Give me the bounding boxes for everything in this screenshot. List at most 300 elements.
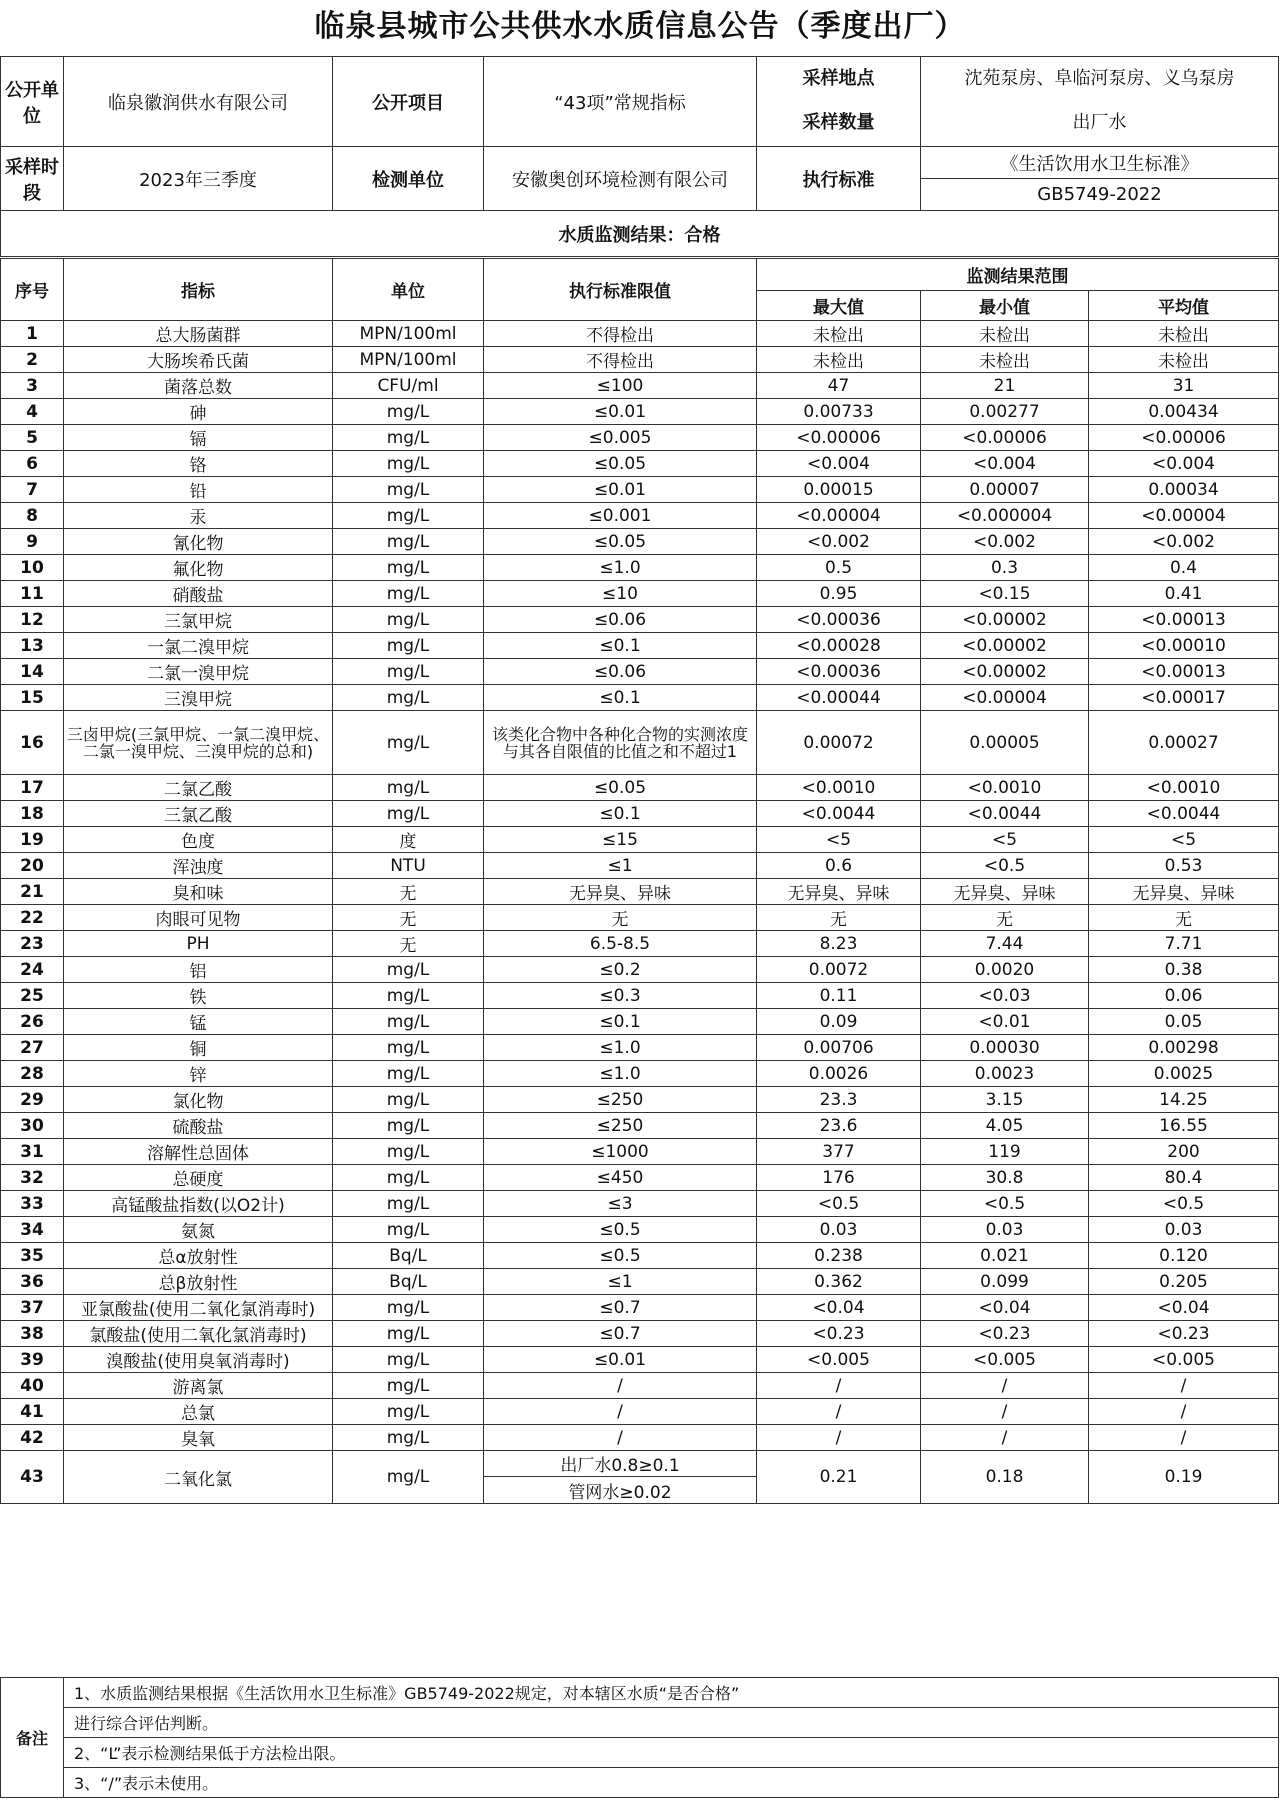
row-min: <0.00002 xyxy=(921,607,1089,633)
row-min: <0.03 xyxy=(921,983,1089,1009)
row-unit: mg/L xyxy=(333,581,484,607)
table-row xyxy=(1,633,1279,659)
row-limit-network: 管网水≥0.02 xyxy=(484,1477,757,1504)
row-no: 27 xyxy=(1,1035,64,1061)
table-row xyxy=(1,801,1279,827)
row-limit: ≤0.01 xyxy=(484,477,757,503)
row-unit: Bq/L xyxy=(333,1243,484,1269)
table-row xyxy=(1,1061,1279,1087)
row-min: 4.05 xyxy=(921,1113,1089,1139)
page-title: 临泉县城市公共供水水质信息公告（季度出厂） xyxy=(314,9,966,44)
row-indicator: 菌落总数 xyxy=(64,373,333,399)
header-indicator: 指标 xyxy=(64,259,333,321)
row-indicator: 高锰酸盐指数(以O2计) xyxy=(64,1191,333,1217)
note-line-1: 1、水质监测结果根据《生活饮用水卫生标准》GB5749-2022规定，对本辖区水质“是否合格” xyxy=(64,1678,1279,1708)
row-max: <0.00028 xyxy=(757,633,921,659)
row-unit: mg/L xyxy=(333,633,484,659)
row-unit: NTU xyxy=(333,853,484,879)
row-max: 0.95 xyxy=(757,581,921,607)
row-no: 36 xyxy=(1,1269,64,1295)
row-unit: mg/L xyxy=(333,1373,484,1399)
row-avg: 0.4 xyxy=(1089,555,1279,581)
table-row xyxy=(1,425,1279,451)
row-limit: ≤0.01 xyxy=(484,1347,757,1373)
row-indicator: 溶解性总固体 xyxy=(64,1139,333,1165)
row-unit: mg/L xyxy=(333,425,484,451)
row-indicator: 氰化物 xyxy=(64,529,333,555)
row-limit: ≤450 xyxy=(484,1165,757,1191)
header-no: 序号 xyxy=(1,259,64,321)
row-limit: ≤3 xyxy=(484,1191,757,1217)
row-limit: ≤250 xyxy=(484,1087,757,1113)
row-limit: ≤1.0 xyxy=(484,555,757,581)
row-min: <0.00004 xyxy=(921,685,1089,711)
row-indicator: 肉眼可见物 xyxy=(64,905,333,931)
table-row xyxy=(1,555,1279,581)
row-no: 34 xyxy=(1,1217,64,1243)
row-no: 17 xyxy=(1,775,64,801)
row-no: 4 xyxy=(1,399,64,425)
row-avg: / xyxy=(1089,1425,1279,1451)
row-limit: / xyxy=(484,1425,757,1451)
row-limit: ≤0.05 xyxy=(484,451,757,477)
row-unit: mg/L xyxy=(333,451,484,477)
table-row xyxy=(1,1321,1279,1347)
row-avg: 0.38 xyxy=(1089,957,1279,983)
row-indicator: 臭氧 xyxy=(64,1425,333,1451)
row-limit: ≤1.0 xyxy=(484,1035,757,1061)
row-no: 2 xyxy=(1,347,64,373)
row-unit: CFU/ml xyxy=(333,373,484,399)
row-no: 35 xyxy=(1,1243,64,1269)
row-min: 21 xyxy=(921,373,1089,399)
row-limit: 不得检出 xyxy=(484,347,757,373)
row-max: <0.002 xyxy=(757,529,921,555)
row-no: 39 xyxy=(1,1347,64,1373)
row-limit: ≤1 xyxy=(484,1269,757,1295)
row-limit: ≤250 xyxy=(484,1113,757,1139)
row-avg: 0.00034 xyxy=(1089,477,1279,503)
row-unit: MPN/100ml xyxy=(333,347,484,373)
row-unit: mg/L xyxy=(333,983,484,1009)
table-row xyxy=(1,1087,1279,1113)
row-indicator: 二氯一溴甲烷 xyxy=(64,659,333,685)
row-max: 8.23 xyxy=(757,931,921,957)
row-limit: ≤0.001 xyxy=(484,503,757,529)
row-min: 0.03 xyxy=(921,1217,1089,1243)
site-value: 沈苑泵房、阜临河泵房、义乌泵房 xyxy=(921,57,1279,97)
row-avg: <0.5 xyxy=(1089,1191,1279,1217)
header-min: 最小值 xyxy=(921,291,1089,321)
row-min: <0.0010 xyxy=(921,775,1089,801)
row-min: <5 xyxy=(921,827,1089,853)
row-unit: mg/L xyxy=(333,1347,484,1373)
row-unit: 无 xyxy=(333,905,484,931)
row-indicator: 总氯 xyxy=(64,1399,333,1425)
table-row xyxy=(1,373,1279,399)
row-avg: <0.002 xyxy=(1089,529,1279,555)
row-indicator: 铬 xyxy=(64,451,333,477)
row-max: <0.004 xyxy=(757,451,921,477)
notes-table xyxy=(0,1677,1279,1798)
row-min: 未检出 xyxy=(921,347,1089,373)
row-indicator: 溴酸盐(使用臭氧消毒时) xyxy=(64,1347,333,1373)
row-indicator: 浑浊度 xyxy=(64,853,333,879)
table-row xyxy=(1,477,1279,503)
table-row xyxy=(1,1009,1279,1035)
row-no: 40 xyxy=(1,1373,64,1399)
row-avg: 0.205 xyxy=(1089,1269,1279,1295)
row-max: <5 xyxy=(757,827,921,853)
row-limit: ≤0.01 xyxy=(484,399,757,425)
row-min: <0.15 xyxy=(921,581,1089,607)
row-no: 33 xyxy=(1,1191,64,1217)
row-no: 18 xyxy=(1,801,64,827)
row-indicator: 总大肠菌群 xyxy=(64,321,333,347)
row-unit: mg/L xyxy=(333,659,484,685)
row-min: 0.021 xyxy=(921,1243,1089,1269)
row-min: 3.15 xyxy=(921,1087,1089,1113)
row-avg: <0.0010 xyxy=(1089,775,1279,801)
note-line-4: 3、“/”表示未使用。 xyxy=(64,1768,1279,1798)
row-indicator: 三溴甲烷 xyxy=(64,685,333,711)
row-no: 13 xyxy=(1,633,64,659)
row-no: 38 xyxy=(1,1321,64,1347)
row-no: 10 xyxy=(1,555,64,581)
row-unit: mg/L xyxy=(333,1139,484,1165)
row-unit: mg/L xyxy=(333,1191,484,1217)
row-unit: 无 xyxy=(333,879,484,905)
row-min: 0.00007 xyxy=(921,477,1089,503)
row-avg: <0.00013 xyxy=(1089,659,1279,685)
row-indicator: 氯化物 xyxy=(64,1087,333,1113)
table-row xyxy=(1,1347,1279,1373)
row-indicator: 二氯乙酸 xyxy=(64,775,333,801)
row-avg: 无 xyxy=(1089,905,1279,931)
row-limit: ≤0.5 xyxy=(484,1243,757,1269)
row-avg: 31 xyxy=(1089,373,1279,399)
row-no: 25 xyxy=(1,983,64,1009)
row-max: / xyxy=(757,1373,921,1399)
row-no: 15 xyxy=(1,685,64,711)
row-limit: ≤0.3 xyxy=(484,983,757,1009)
row-indicator: 大肠埃希氏菌 xyxy=(64,347,333,373)
table-row xyxy=(1,711,1279,775)
row-no: 42 xyxy=(1,1425,64,1451)
table-row xyxy=(1,321,1279,347)
row-unit: mg/L xyxy=(333,957,484,983)
row-min: 30.8 xyxy=(921,1165,1089,1191)
row-indicator: 臭和味 xyxy=(64,879,333,905)
org-label: 公开单位 xyxy=(1,57,64,147)
lab-label: 检测单位 xyxy=(333,147,484,211)
row-no: 5 xyxy=(1,425,64,451)
row-max: 23.6 xyxy=(757,1113,921,1139)
row-max: 无 xyxy=(757,905,921,931)
row-indicator: 总α放射性 xyxy=(64,1243,333,1269)
row-avg: 0.53 xyxy=(1089,853,1279,879)
table-row xyxy=(1,1243,1279,1269)
row-indicator: 锰 xyxy=(64,1009,333,1035)
table-row xyxy=(1,1425,1279,1451)
row-unit: mg/L xyxy=(333,503,484,529)
row-avg: 7.71 xyxy=(1089,931,1279,957)
row-max: <0.04 xyxy=(757,1295,921,1321)
row-avg: <0.0044 xyxy=(1089,801,1279,827)
row-min: 无 xyxy=(921,905,1089,931)
row-no: 32 xyxy=(1,1165,64,1191)
row-avg: 200 xyxy=(1089,1139,1279,1165)
table-row xyxy=(1,347,1279,373)
row-no: 21 xyxy=(1,879,64,905)
row-max: 0.0026 xyxy=(757,1061,921,1087)
row-min: 0.3 xyxy=(921,555,1089,581)
row-unit: mg/L xyxy=(333,1165,484,1191)
row-avg: 0.05 xyxy=(1089,1009,1279,1035)
row-max: <0.00006 xyxy=(757,425,921,451)
row-limit: 6.5-8.5 xyxy=(484,931,757,957)
row-unit: mg/L xyxy=(333,1113,484,1139)
row-no: 8 xyxy=(1,503,64,529)
row-limit: / xyxy=(484,1373,757,1399)
row-max: <0.00036 xyxy=(757,607,921,633)
table-row xyxy=(1,827,1279,853)
table-row xyxy=(1,983,1279,1009)
row-avg: / xyxy=(1089,1373,1279,1399)
table-row xyxy=(1,1113,1279,1139)
std-name: 《生活饮用水卫生标准》 xyxy=(921,147,1279,179)
row-indicator: 游离氯 xyxy=(64,1373,333,1399)
row-indicator: PH xyxy=(64,931,333,957)
table-row xyxy=(1,503,1279,529)
row-max: <0.005 xyxy=(757,1347,921,1373)
row-avg: 0.06 xyxy=(1089,983,1279,1009)
row-min: <0.004 xyxy=(921,451,1089,477)
row-avg: 未检出 xyxy=(1089,347,1279,373)
table-row xyxy=(1,879,1279,905)
row-unit: mg/L xyxy=(333,1061,484,1087)
row-max: 0.00015 xyxy=(757,477,921,503)
row-max: <0.00004 xyxy=(757,503,921,529)
row-min: <0.23 xyxy=(921,1321,1089,1347)
row-min: 119 xyxy=(921,1139,1089,1165)
row-min: <0.005 xyxy=(921,1347,1089,1373)
row-min: / xyxy=(921,1399,1089,1425)
row-max: <0.23 xyxy=(757,1321,921,1347)
row-unit: mg/L xyxy=(333,529,484,555)
row-avg: 16.55 xyxy=(1089,1113,1279,1139)
row-indicator: 二氧化氯 xyxy=(64,1451,333,1504)
row-indicator: 汞 xyxy=(64,503,333,529)
row-avg: 0.0025 xyxy=(1089,1061,1279,1087)
row-indicator: 总β放射性 xyxy=(64,1269,333,1295)
row-unit: mg/L xyxy=(333,607,484,633)
table-row xyxy=(1,931,1279,957)
row-unit: mg/L xyxy=(333,555,484,581)
row-avg: <5 xyxy=(1089,827,1279,853)
results-body xyxy=(1,321,1279,1451)
count-label: 采样数量 xyxy=(757,97,921,147)
header-unit: 单位 xyxy=(333,259,484,321)
row-limit: ≤100 xyxy=(484,373,757,399)
row-no: 6 xyxy=(1,451,64,477)
row-avg: <0.00006 xyxy=(1089,425,1279,451)
row-min: <0.5 xyxy=(921,853,1089,879)
row-avg: 0.00027 xyxy=(1089,711,1279,775)
row-avg: <0.00004 xyxy=(1089,503,1279,529)
row-unit: mg/L xyxy=(333,1321,484,1347)
row-avg: 0.00298 xyxy=(1089,1035,1279,1061)
period-value: 2023年三季度 xyxy=(64,147,333,211)
row-avg: 14.25 xyxy=(1089,1087,1279,1113)
table-row xyxy=(1,853,1279,879)
table-row xyxy=(1,1269,1279,1295)
item-value: “43项”常规指标 xyxy=(484,57,757,147)
table-row xyxy=(1,1399,1279,1425)
row-max: 未检出 xyxy=(757,347,921,373)
row-indicator: 硫酸盐 xyxy=(64,1113,333,1139)
row-limit: / xyxy=(484,1399,757,1425)
table-row xyxy=(1,607,1279,633)
row-unit: mg/L xyxy=(333,1035,484,1061)
row-limit: ≤0.7 xyxy=(484,1321,757,1347)
row-avg: <0.00017 xyxy=(1089,685,1279,711)
row-limit: ≤0.1 xyxy=(484,633,757,659)
row-avg: 0.03 xyxy=(1089,1217,1279,1243)
row-min: <0.01 xyxy=(921,1009,1089,1035)
row-indicator: 铜 xyxy=(64,1035,333,1061)
row-max: 无异臭、异味 xyxy=(757,879,921,905)
row-limit: ≤0.005 xyxy=(484,425,757,451)
row-limit: ≤0.5 xyxy=(484,1217,757,1243)
row-unit: mg/L xyxy=(333,1009,484,1035)
header-avg: 平均值 xyxy=(1089,291,1279,321)
row-indicator: 总硬度 xyxy=(64,1165,333,1191)
table-row xyxy=(1,1295,1279,1321)
row-limit: ≤15 xyxy=(484,827,757,853)
row-indicator: 铝 xyxy=(64,957,333,983)
row-indicator: 氨氮 xyxy=(64,1217,333,1243)
row-no: 3 xyxy=(1,373,64,399)
table-row xyxy=(1,1165,1279,1191)
row-min: <0.00002 xyxy=(921,659,1089,685)
row-avg: 0.00434 xyxy=(1089,399,1279,425)
row-limit: 该类化合物中各种化合物的实测浓度与其各自限值的比值之和不超过1 xyxy=(484,711,757,775)
site-label: 采样地点 xyxy=(757,57,921,97)
row-unit: mg/L xyxy=(333,1425,484,1451)
row-min: 7.44 xyxy=(921,931,1089,957)
row-limit: ≤0.05 xyxy=(484,775,757,801)
row-avg: <0.23 xyxy=(1089,1321,1279,1347)
result-banner: 水质监测结果：合格 xyxy=(1,211,1279,257)
row-unit: mg/L xyxy=(333,711,484,775)
note-line-2: 进行综合评估判断。 xyxy=(64,1708,1279,1738)
row-min: <0.0044 xyxy=(921,801,1089,827)
row-max: 0.362 xyxy=(757,1269,921,1295)
row-indicator: 氯酸盐(使用二氧化氯消毒时) xyxy=(64,1321,333,1347)
row-max: 0.21 xyxy=(757,1451,921,1504)
row-limit: ≤0.05 xyxy=(484,529,757,555)
row-max: / xyxy=(757,1425,921,1451)
row-min: <0.002 xyxy=(921,529,1089,555)
row-no: 31 xyxy=(1,1139,64,1165)
row-min: 0.099 xyxy=(921,1269,1089,1295)
row-min: <0.5 xyxy=(921,1191,1089,1217)
row-limit: ≤1000 xyxy=(484,1139,757,1165)
table-row xyxy=(1,1191,1279,1217)
row-indicator: 三氯甲烷 xyxy=(64,607,333,633)
row-limit: 不得检出 xyxy=(484,321,757,347)
row-no: 23 xyxy=(1,931,64,957)
row-indicator: 一氯二溴甲烷 xyxy=(64,633,333,659)
row-max: / xyxy=(757,1399,921,1425)
table-row xyxy=(1,659,1279,685)
row-avg: <0.005 xyxy=(1089,1347,1279,1373)
row-limit: ≤10 xyxy=(484,581,757,607)
row-avg: 0.19 xyxy=(1089,1451,1279,1504)
row-unit: MPN/100ml xyxy=(333,321,484,347)
row-unit: mg/L xyxy=(333,1217,484,1243)
row-min: <0.000004 xyxy=(921,503,1089,529)
row-avg: 80.4 xyxy=(1089,1165,1279,1191)
row-indicator: 铅 xyxy=(64,477,333,503)
row-indicator: 砷 xyxy=(64,399,333,425)
row-indicator: 三卤甲烷(三氯甲烷、一氯二溴甲烷、二氯一溴甲烷、三溴甲烷的总和) xyxy=(64,711,333,775)
row-avg: 未检出 xyxy=(1089,321,1279,347)
row-no: 43 xyxy=(1,1451,64,1504)
row-indicator: 亚氯酸盐(使用二氧化氯消毒时) xyxy=(64,1295,333,1321)
row-limit: ≤0.1 xyxy=(484,1009,757,1035)
row-min: 无异臭、异味 xyxy=(921,879,1089,905)
row-min: 0.00005 xyxy=(921,711,1089,775)
row-unit: mg/L xyxy=(333,1451,484,1504)
row-limit-plant: 出厂水0.8≥0.1 xyxy=(484,1451,757,1477)
row-max: <0.00036 xyxy=(757,659,921,685)
row-max: 176 xyxy=(757,1165,921,1191)
row-max: 0.09 xyxy=(757,1009,921,1035)
header-range: 监测结果范围 xyxy=(757,259,1279,291)
lab-value: 安徽奥创环境检测有限公司 xyxy=(484,147,757,211)
row-no: 24 xyxy=(1,957,64,983)
row-min: 0.18 xyxy=(921,1451,1089,1504)
header-limit: 执行标准限值 xyxy=(484,259,757,321)
row-no: 9 xyxy=(1,529,64,555)
note-line-3: 2、“L”表示检测结果低于方法检出限。 xyxy=(64,1738,1279,1768)
row-limit: ≤1 xyxy=(484,853,757,879)
row-min: / xyxy=(921,1425,1089,1451)
table-row xyxy=(1,1373,1279,1399)
row-max: <0.0010 xyxy=(757,775,921,801)
row-no: 41 xyxy=(1,1399,64,1425)
row-max: 47 xyxy=(757,373,921,399)
row-unit: mg/L xyxy=(333,775,484,801)
row-no: 1 xyxy=(1,321,64,347)
row-max: 未检出 xyxy=(757,321,921,347)
table-row xyxy=(1,685,1279,711)
row-min: / xyxy=(921,1373,1089,1399)
row-max: 0.6 xyxy=(757,853,921,879)
table-row xyxy=(1,957,1279,983)
row-no: 19 xyxy=(1,827,64,853)
std-label: 执行标准 xyxy=(757,147,921,211)
table-row xyxy=(1,581,1279,607)
row-limit: ≤0.06 xyxy=(484,607,757,633)
row-unit: mg/L xyxy=(333,685,484,711)
table-row xyxy=(1,1035,1279,1061)
table-row xyxy=(1,775,1279,801)
row-unit: mg/L xyxy=(333,1295,484,1321)
results-table xyxy=(0,258,1279,1504)
